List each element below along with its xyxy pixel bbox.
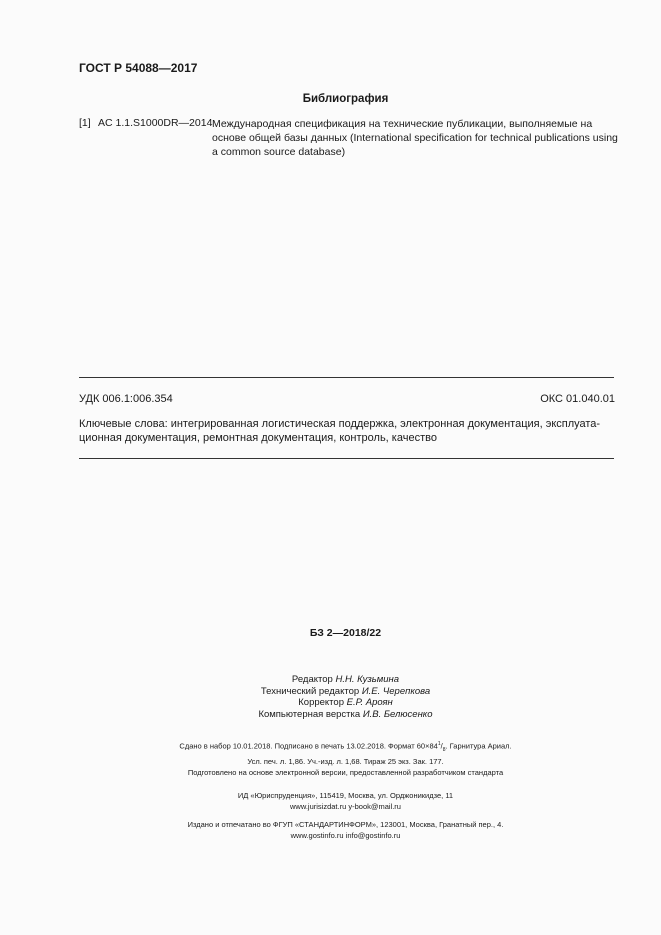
credit-technical-editor: Технический редактор И.Е. Черепкова bbox=[260, 685, 431, 697]
bibliography-entry-code: AC 1.1.S1000DR—2014 bbox=[98, 117, 213, 129]
keywords: Ключевые слова: интегрированная логистическая поддержка, электронная документация, эксплуата-ционная документация, ремонтная документация, контроль, качество bbox=[79, 418, 601, 444]
top-divider bbox=[79, 377, 614, 378]
print-info-line1: Сдано в набор 10.01.2018. Подписано в печать 13.02.2018. Формат $60\times 84^1/_8$. Гарнитура Ариал. bbox=[179, 741, 512, 753]
standard-id: ГОСТ Р 54088—2017 bbox=[79, 61, 198, 75]
printer-line1: Издано и отпечатано во ФГУП «СТАНДАРТИНФОРМ», 123001, Москва, Гранатный пер., 4. bbox=[187, 820, 504, 829]
printer-line2: www.gostinfo.ru info@gostinfo.ru bbox=[290, 831, 401, 840]
print-info bbox=[0, 739, 661, 778]
publisher-info bbox=[0, 790, 661, 812]
credit-layout: Компьютерная верстка И.В. Белюсенко bbox=[258, 708, 433, 720]
publisher-line1: ИД «Юриспруденция», 115419, Москва, ул. Орджоникидзе, 11 bbox=[237, 791, 454, 800]
udk-code: УДК 006.1:006.354 bbox=[79, 393, 173, 405]
bibliography-entry-text: Международная спецификация на технические публикации, выполняемые на основе общей базы данных (International specification for technical publications using a common source database) bbox=[212, 118, 618, 158]
oks-code: ОКС 01.040.01 bbox=[540, 393, 615, 405]
bz-number: БЗ 2—2018/22 bbox=[309, 627, 382, 639]
print-info-line2: Усл. печ. л. 1,86. Уч.-изд. л. 1,68. Тираж 25 экз. Зак. 177. bbox=[247, 757, 444, 766]
print-info-line3: Подготовлено на основе электронной версии, предоставленной разработчиком стандарта bbox=[187, 768, 504, 777]
bibliography-entry-number: [1] bbox=[79, 117, 91, 129]
publisher-line2: www.jurisizdat.ru y-book@mail.ru bbox=[290, 802, 401, 811]
bibliography-title: Библиография bbox=[302, 93, 389, 105]
credit-proofreader: Корректор Е.Р. Ароян bbox=[298, 697, 393, 708]
credit-editor: Редактор Н.Н. Кузьмина bbox=[291, 674, 400, 685]
printer-info bbox=[0, 819, 661, 841]
credits-block bbox=[0, 674, 661, 720]
bottom-divider bbox=[79, 458, 614, 459]
